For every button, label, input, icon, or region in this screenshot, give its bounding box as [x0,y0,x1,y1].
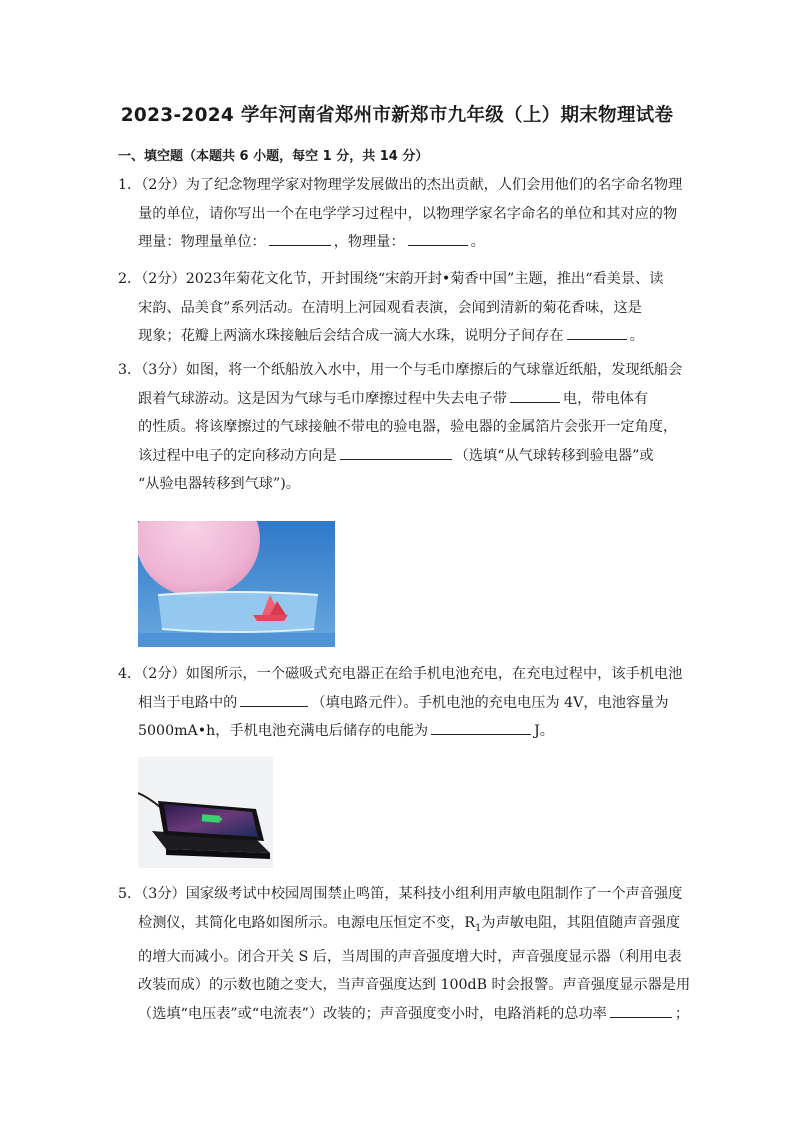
question-text: “从验电器转移到气球”)。 [138,476,300,492]
answer-blank[interactable] [610,1002,672,1018]
question-4 [118,660,683,746]
question-number: 2． [118,271,142,287]
question-text: 现象；花瓣上两滴水珠接触后会结合成一滴大水珠，说明分子间存在 [138,328,564,344]
question-2 [118,265,680,351]
question-text: 相当于电路中的 [138,694,238,711]
answer-blank[interactable] [567,324,627,340]
question-number: 5． [118,886,142,902]
question-text: 电，带电体有 [562,390,649,407]
question-text: ； [674,1005,690,1022]
question-number: 1． [118,177,142,193]
question-text: 。 [629,328,644,344]
section-heading: 一、填空题（本题共 6 小题，每空 1 分，共 14 分） [118,149,429,164]
question-text: 跟着气球游动。这是因为气球与毛巾摩擦过程中失去电子带 [138,390,507,407]
question-text: （3分）如图，将一个纸船放入水中，用一个与毛巾摩擦后的气球靠近纸船，发现纸船会 [141,362,683,378]
question-text: 检测仪，其简化电路如图所示。电源电压恒定不变， [138,914,465,931]
question-5 [118,880,691,1028]
question-text: 量的单位，请你写出一个在电学学习过程中，以物理学家名字命名的单位和其对应的物 [138,205,678,222]
charger-illustration [138,757,273,868]
question-text: ，物理量： [333,234,405,250]
question-text: 的性质。将该摩擦过的气球接触不带电的验电器，验电器的金属箔片会张开一定角度， [138,419,678,435]
question-3 [118,356,683,499]
wireless-charger-photo [138,757,273,868]
answer-blank[interactable] [431,719,531,735]
question-text: （2分）2023年菊花文化节，开封围绕“宋韵开封•菊香中国”主题，推出“看美景、读 [141,271,664,287]
question-text: （填电路元件）。手机电池的充电电压为 4V，电池容量为 [311,694,669,711]
question-text: （3分）国家级考试中校园周围禁止鸣笛，某科技小组利用声敏电阻制作了一个声音强度 [141,886,683,902]
question-text: 为声敏电阻，其阻值随声音强度 [481,914,681,931]
resistor-symbol: R [464,914,476,931]
question-text: 宋韵、品美食”系列活动。在清明上河园观看表演，会闻到清新的菊花香味，这是 [138,299,642,316]
question-text: 该过程中电子的定向移动方向是 [138,447,337,464]
question-text: 5000mA•h，手机电池充满电后储存的电能为 [138,723,429,739]
answer-blank[interactable] [340,444,452,460]
question-text: 理量：物理量单位： [138,234,266,250]
question-text: 。 [470,234,485,250]
question-text: 的增大而减小。闭合开关 S 后，当周围的声音强度增大时，声音强度显示器（利用电表 [138,948,682,965]
question-text: （2分）为了纪念物理学家对物理学发展做出的杰出贡献，人们会用他们的名字命名物理 [141,177,683,193]
answer-blank[interactable] [510,387,560,403]
balloon-boat-photo [138,521,335,647]
balloon-boat-illustration [138,521,335,647]
question-text: J。 [534,723,555,739]
question-text: （选填“从气球转移到验电器”或 [454,447,654,464]
question-text: （选填“电压表”或“电流表”）改装的；声音强度变小时，电路消耗的总功率 [138,1005,607,1022]
question-number: 4． [118,666,142,682]
answer-blank[interactable] [269,230,331,246]
answer-blank[interactable] [408,230,468,246]
page-title: 2023-2024 学年河南省郑州市新郑市九年级（上）期末物理试卷 [120,105,674,126]
question-1 [118,171,683,257]
question-text: 改装而成）的示数也随之变大，当声音强度达到 100dB 时会报警。声音强度显示器是用 [138,977,691,994]
question-text: （2分）如图所示，一个磁吸式充电器正在给手机电池充电，在充电过程中，该手机电池 [141,666,683,682]
resistor-subscript: 1 [475,922,482,934]
question-number: 3． [118,362,142,378]
answer-blank[interactable] [240,691,308,707]
